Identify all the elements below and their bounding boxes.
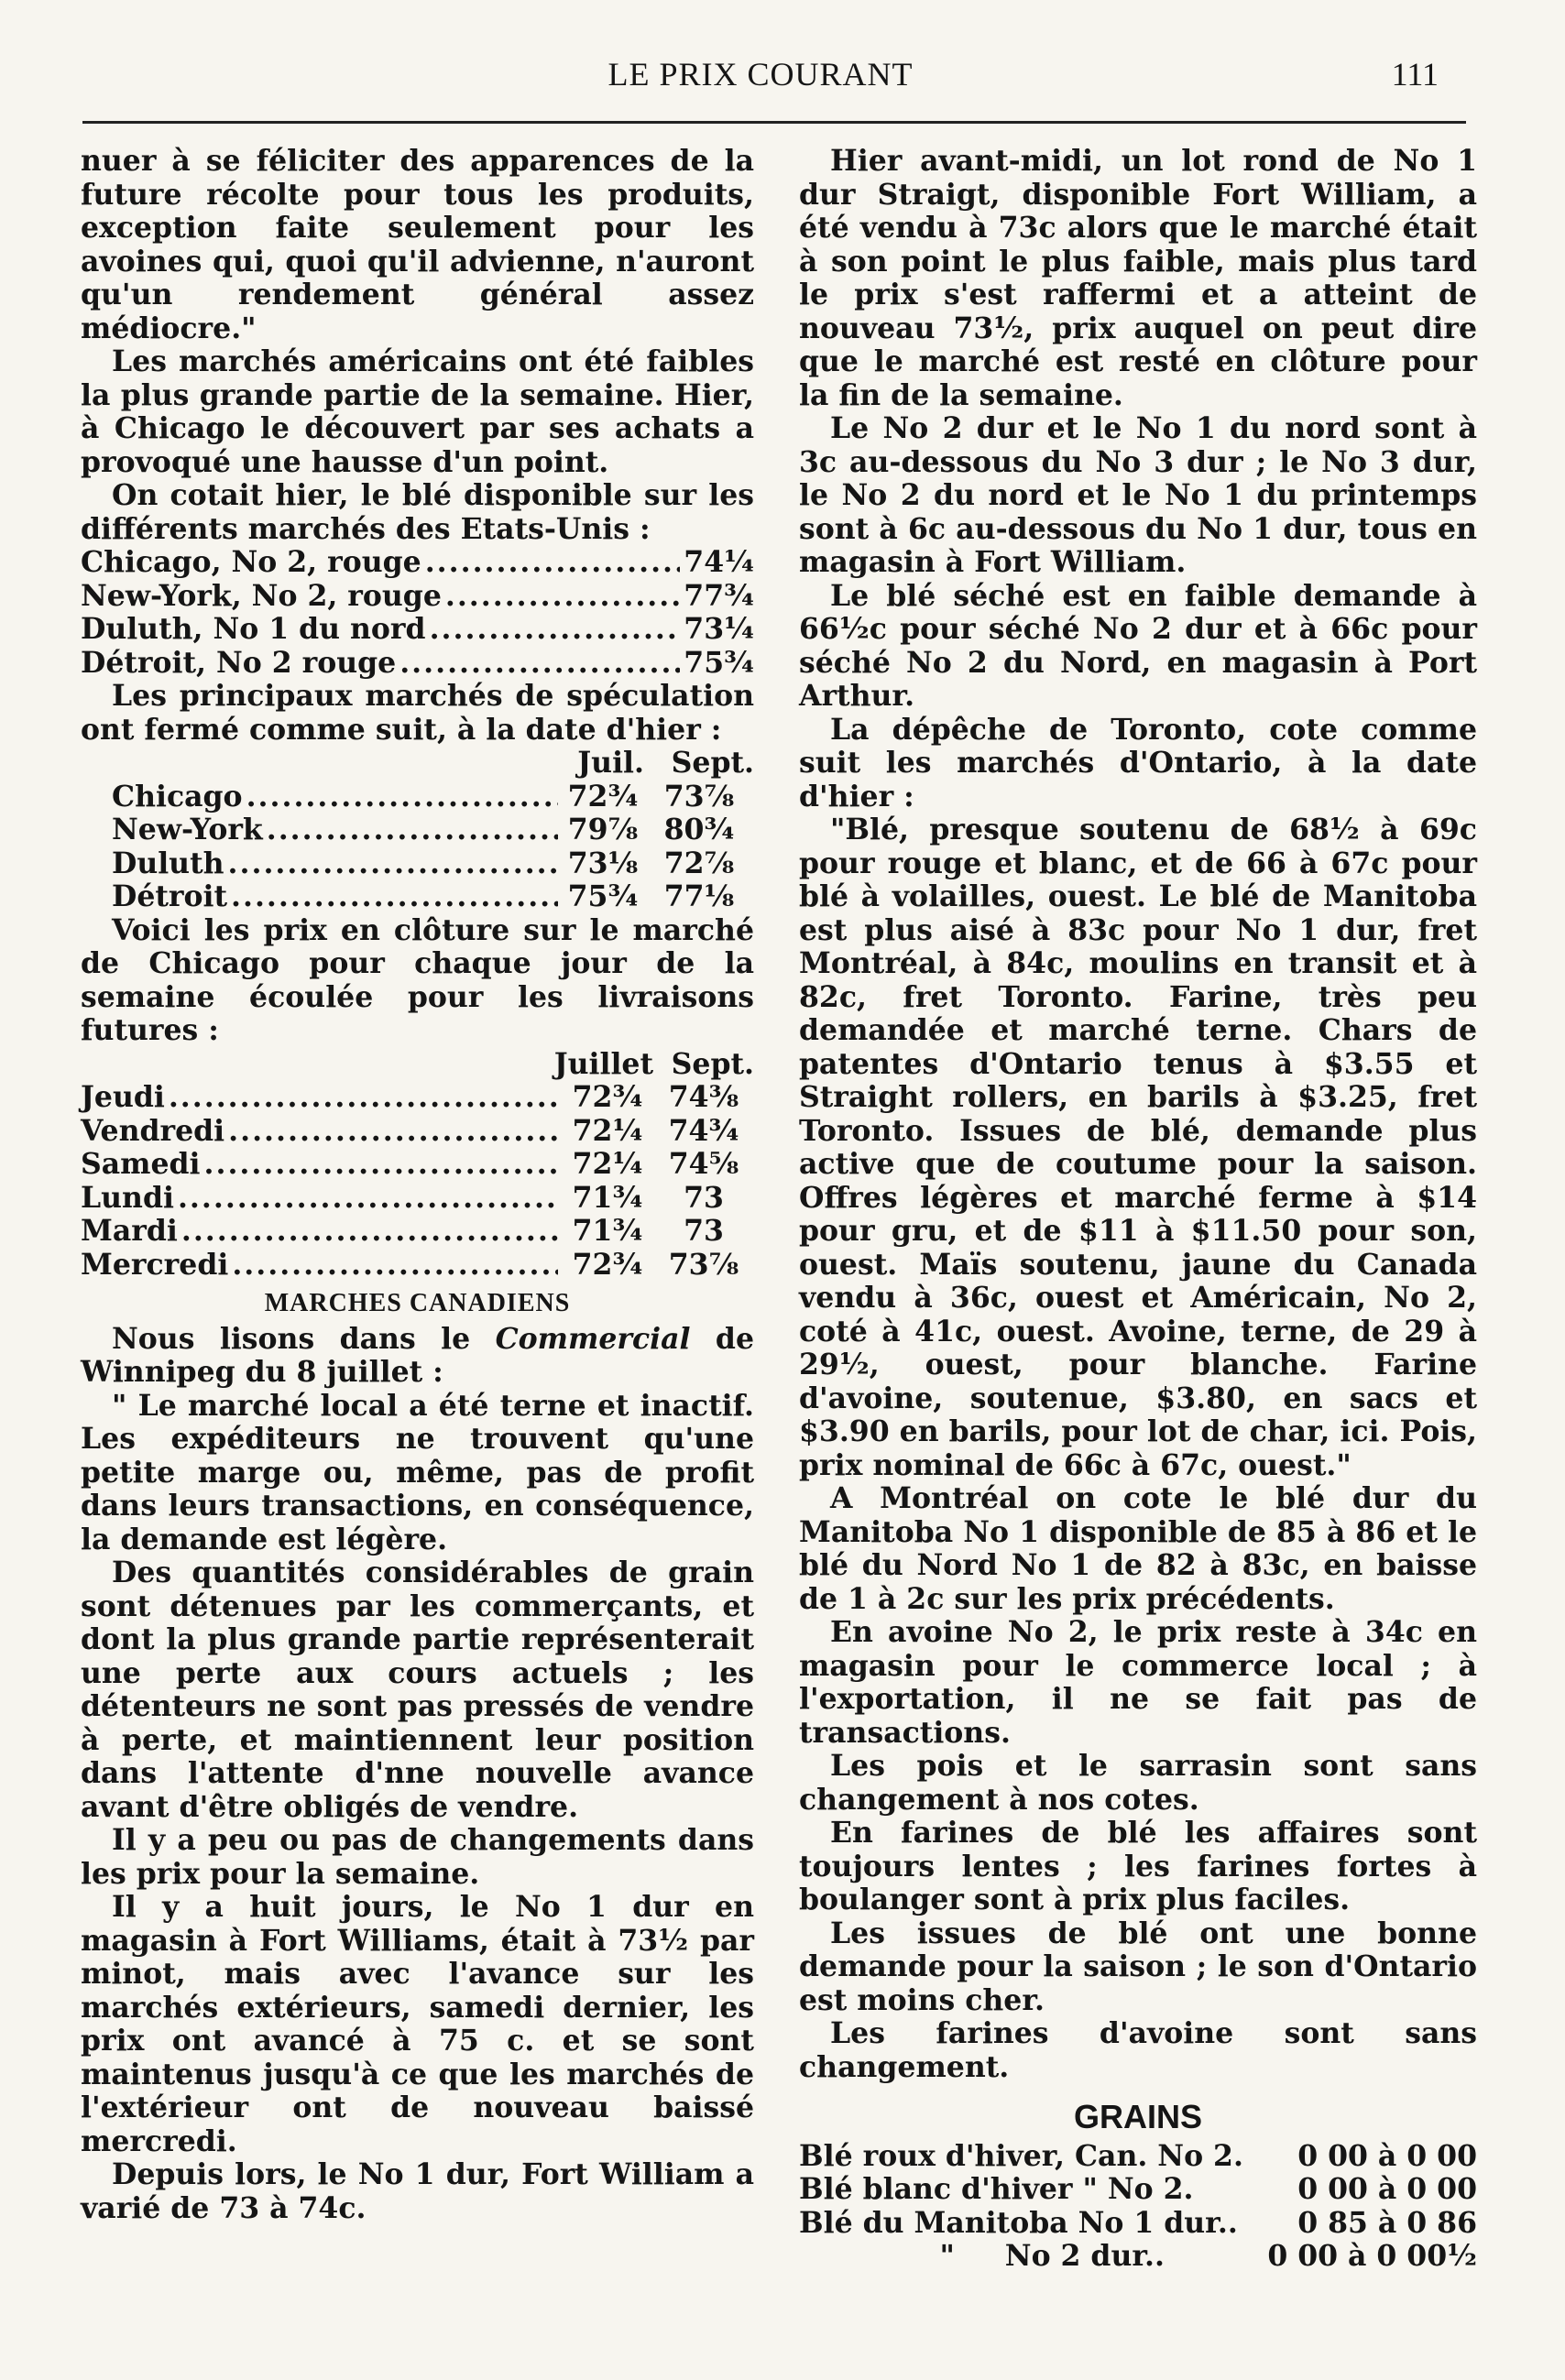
market-price: 74¼ — [684, 545, 754, 579]
paragraph: Les pois et le sarrasin sont sans changement à nos cotes. — [799, 1749, 1477, 1817]
paragraph: Des quantités considérables de grain sont détenues par les commerçants, et dont la plus grande partie représenterait une perte aux cours actuels ; les détenteurs ne sont pas pressés de vendre à perte, et maintiennent leur position dans l'attente d'nne nouvelle avance avant d'être obligés de vendre. — [81, 1556, 754, 1824]
grain-name: Blé roux d'hiver, Can. No 2. — [799, 2139, 1243, 2173]
publication-name: Commercial — [495, 1321, 691, 1356]
column-header: Juillet — [553, 1046, 653, 1081]
table-row — [81, 1249, 754, 1283]
leader-dots — [246, 781, 558, 814]
table-row — [81, 1081, 754, 1115]
table-row — [81, 1115, 754, 1149]
table-row — [81, 1215, 754, 1249]
market-name: Détroit, No 2 rouge — [81, 645, 397, 680]
day-name: Samedi — [81, 1147, 201, 1181]
section-title: MARCHES CANADIENS — [264, 1289, 571, 1317]
leader-dots — [445, 580, 680, 614]
leader-dots — [232, 1249, 558, 1283]
grain-price: 0 85 à 0 86 — [1297, 2205, 1477, 2240]
table-header — [112, 747, 754, 781]
leader-dots — [181, 1215, 558, 1249]
day-name: Jeudi — [81, 1080, 165, 1114]
july-price: 72¼ — [572, 1113, 643, 1148]
market-name: Chicago — [112, 779, 243, 813]
leader-dots — [169, 1081, 558, 1115]
grain-name: Blé du Manitoba No 1 dur.. — [799, 2206, 1238, 2240]
july-price: 71¾ — [572, 1180, 643, 1215]
header-rule — [82, 121, 1466, 124]
paragraph: Depuis lors, le No 1 dur, Fort William a varié de 73 à 74c. — [81, 2157, 754, 2225]
paragraph: Les farines d'avoine sont sans changement. — [799, 2016, 1477, 2084]
daily-price-table — [81, 1048, 754, 1283]
paragraph: Il y a peu ou pas de changements dans les prix pour la semaine. — [81, 1823, 754, 1891]
grain-name: Blé blanc d'hiver " No 2. — [799, 2173, 1194, 2206]
paragraph: Hier avant-midi, un lot rond de No 1 dur Straigt, disponible Fort William, a été vendu à 73c alors que le marché était à son point le plus faible, mais plus tard le prix s'est raffermi et a atteint de nouveau 73½, prix auquel on peut dire que le marché est resté en clôture pour la fin de la semaine. — [799, 144, 1477, 412]
list-item — [81, 613, 754, 647]
paragraph: "Blé, presque soutenu de 68½ à 69c pour rouge et blanc, et de 66 à 67c pour blé à volailles, ouest. Le blé de Manitoba est plus aisé à 83c pour No 1 dur, fret Montréal, à 84c, moulins en transit et à 82c, fret Toronto. Farine, très peu demandée et marché terne. Chars de patentes d'Ontario tenus à $3.55 et Straight rollers, en barils à $3.25, fret Toronto. Issues de blé, demande plus active que de coutume pour la saison. Offres légères et marché ferme à $14 pour gru, et de $11 à $11.50 pour son, ouest. Maïs soutenu, jaune du Canada vendu à 36c, ouest et Américain, No 2, coté à 41c, ouest. Avoine, terne, de 29 à 29½, ouest, pour blanche. Farine d'avoine, soutenue, $3.80, en sacs et $3.90 en barils, pour lot de char, ici. Pois, prix nominal de 66c à 67c, ouest." — [799, 813, 1477, 1482]
market-price: 75¾ — [684, 645, 754, 680]
table-row — [112, 813, 754, 847]
sept-price: 80¾ — [663, 813, 735, 846]
sept-price: 73⅞ — [668, 1247, 739, 1282]
list-item — [81, 647, 754, 681]
july-price: 79⅞ — [567, 813, 639, 846]
table-row — [81, 1148, 754, 1182]
paragraph: On cotait hier, le blé disponible sur les différents marchés des Etats-Unis : — [81, 478, 754, 546]
leader-dots — [231, 880, 558, 914]
paragraph: Le blé séché est en faible demande à 66½c pour séché No 2 dur et à 66c pour séché No 2 du Nord, en magasin à Port Arthur. — [799, 578, 1477, 713]
page-number: 111 — [1391, 56, 1439, 93]
right-column — [799, 145, 1477, 2274]
paragraph: Il y a huit jours, le No 1 dur en magasin à Fort Williams, était à 73½ par minot, mais avec l'avance sur les marchés extérieurs, samedi dernier, les prix ont avancé à 75 c. et se sont maintenus jusqu'à ce que les marchés de l'extérieur ont de nouveau baissé mercredi. — [81, 1890, 754, 2158]
column-header: Sept. — [671, 746, 754, 780]
day-name: Vendredi — [81, 1113, 225, 1148]
leader-dots — [228, 847, 558, 881]
sept-price: 73 — [684, 1214, 724, 1248]
text-run: de Winnipeg du 8 juillet : — [81, 1321, 754, 1389]
sept-price: 74⅝ — [668, 1147, 739, 1181]
leader-dots — [399, 647, 680, 681]
paragraph — [81, 1323, 754, 1390]
paragraph: A Montréal on cote le blé dur du Manitoba No 1 disponible de 85 à 86 et le blé du Nord No 1 de 82 à 83c, en baisse de 1 à 2c sur les prix précédents. — [799, 1481, 1477, 1616]
july-price: 75¾ — [567, 879, 639, 913]
grains-heading: GRAINS — [1073, 2098, 1202, 2135]
july-price: 72¼ — [572, 1147, 643, 1181]
list-item — [799, 2140, 1477, 2174]
day-name: Mercredi — [81, 1247, 229, 1282]
table-row — [112, 847, 754, 881]
leader-dots — [430, 613, 681, 647]
paragraph: Les principaux marchés de spéculation ont fermé comme suit, à la date d'hier : — [81, 679, 754, 747]
speculation-table — [81, 747, 754, 914]
grain-name: " No 2 dur.. — [799, 2240, 1165, 2273]
grain-price: 0 00 à 0 00 — [1297, 2172, 1477, 2206]
sept-price: 74⅜ — [668, 1080, 739, 1114]
sept-price: 72⅞ — [663, 846, 735, 880]
leader-dots — [425, 546, 681, 580]
paragraph: La dépêche de Toronto, cote comme suit les marchés d'Ontario, à la date d'hier : — [799, 712, 1477, 813]
market-name: Chicago, No 2, rouge — [81, 545, 421, 579]
table-header — [81, 1048, 754, 1082]
table-row — [81, 1182, 754, 1216]
spot-price-list — [81, 546, 754, 680]
sept-price: 74¾ — [668, 1113, 739, 1148]
market-name: Duluth, No 1 du nord — [81, 612, 426, 646]
leader-dots — [204, 1148, 558, 1182]
column-header: Juil. — [577, 746, 644, 780]
paragraph: nuer à se féliciter des apparences de la future récolte pour tous les produits, exception faite seulement pour les avoines qui, quoi qu'il advienne, n'auront qu'un rendement général assez médiocre." — [81, 144, 754, 345]
list-item — [799, 2240, 1477, 2274]
left-column — [81, 145, 754, 2225]
july-price: 72¾ — [572, 1247, 643, 1282]
paragraph: Les issues de blé ont une bonne demande pour la saison ; le son d'Ontario est moins cher. — [799, 1916, 1477, 2017]
sept-price: 77⅛ — [663, 879, 735, 913]
list-item — [81, 580, 754, 614]
leader-dots — [178, 1182, 558, 1216]
table-row — [112, 880, 754, 914]
july-price: 72¾ — [567, 779, 639, 813]
sept-price: 73 — [684, 1180, 724, 1215]
paragraph: Voici les prix en clôture sur le marché de Chicago pour chaque jour de la semaine écoulée pour les livraisons futures : — [81, 912, 754, 1047]
table-row — [112, 781, 754, 814]
day-name: Mardi — [81, 1214, 178, 1248]
grain-price: 0 00 à 0 00 — [1297, 2138, 1477, 2173]
paragraph: " Le marché local a été terne et inactif. Les expéditeurs ne trouvent qu'une petite marge ou, même, pas de profit dans leurs transactions, en conséquence, la demande est légère. — [81, 1388, 754, 1556]
paragraph: Le No 2 dur et le No 1 du nord sont à 3c au-dessous du No 3 dur ; le No 3 dur, le No 2 du nord et le No 1 du printemps sont à 6c au-dessous du No 1 dur, tous en magasin à Fort William. — [799, 411, 1477, 579]
list-item — [81, 546, 754, 580]
leader-dots — [228, 1115, 558, 1149]
page-title: LE PRIX COURANT — [607, 56, 914, 93]
market-price: 77¾ — [684, 578, 754, 613]
paragraph: En avoine No 2, le prix reste à 34c en magasin pour le commerce local ; à l'exportation, il ne se fait pas de transactions. — [799, 1615, 1477, 1750]
list-item — [799, 2207, 1477, 2241]
page-header — [55, 55, 1466, 106]
column-header: Sept. — [671, 1046, 754, 1081]
grain-price: 0 00 à 0 00½ — [1267, 2239, 1477, 2273]
market-name: Détroit — [112, 879, 228, 913]
paragraph: Les marchés américains ont été faibles la plus grande partie de la semaine. Hier, à Chicago le découvert par ses achats a provoqué une hausse d'un point. — [81, 344, 754, 479]
market-name: Duluth — [112, 846, 224, 880]
leader-dots — [267, 813, 558, 847]
sept-price: 73⅞ — [663, 779, 735, 813]
market-name: New-York — [112, 813, 263, 846]
july-price: 72¾ — [572, 1080, 643, 1114]
market-name: New-York, No 2, rouge — [81, 578, 442, 613]
market-price: 73¼ — [684, 612, 754, 646]
july-price: 73⅛ — [567, 846, 639, 880]
text-run: Nous lisons dans le — [112, 1321, 496, 1356]
july-price: 71¾ — [572, 1214, 643, 1248]
grains-price-list — [799, 2140, 1477, 2274]
paragraph: En farines de blé les affaires sont toujours lentes ; les farines fortes à boulanger sont à prix plus faciles. — [799, 1816, 1477, 1916]
list-item — [799, 2173, 1477, 2207]
day-name: Lundi — [81, 1180, 174, 1215]
